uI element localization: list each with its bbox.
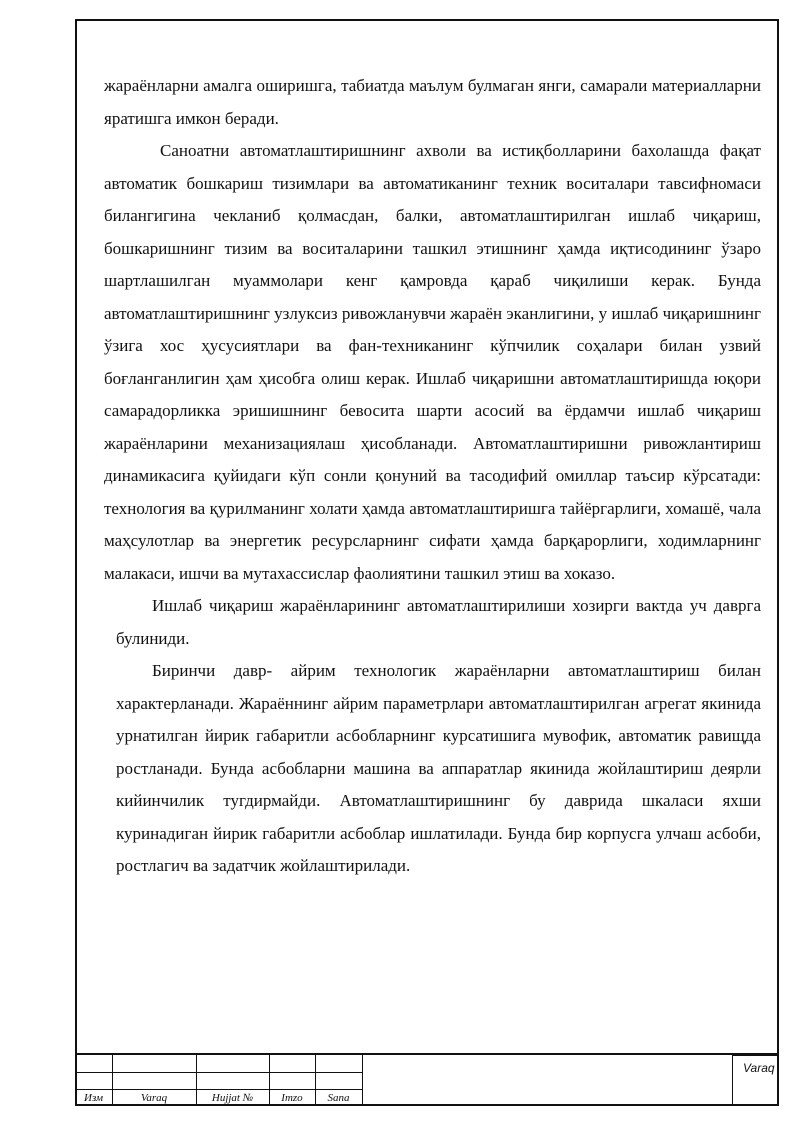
label-hujjat: Hujjat № — [211, 1092, 254, 1104]
label-varaq: Varaq — [140, 1092, 168, 1104]
title-block-rule — [75, 1089, 363, 1090]
title-block-divider — [732, 1055, 733, 1106]
title-block-rule — [732, 1055, 777, 1056]
label-sheet: Varaq — [743, 1061, 775, 1075]
document-body — [104, 70, 761, 883]
paragraph-3: Ишлаб чиқариш жараёнларининг автоматлаштирилиши хозирги вактда уч даврга булиниди. — [116, 596, 761, 648]
title-block — [75, 1053, 779, 1106]
label-sana: Sana — [327, 1092, 350, 1104]
paragraph-1: жараёнларни амалга оширишга, табиатда маълум булмаган янги, самарали материалларни яратишга имкон беради. — [104, 76, 761, 128]
label-izm: Изм — [84, 1092, 103, 1104]
title-block-rule — [75, 1072, 363, 1073]
paragraph-4: Биринчи давр- айрим технологик жараёнларни автоматлаштириш билан характерланади. Жараённинг айрим параметрлари автоматлаштирилган агрегат якинида урнатилган йирик габаритли асбобларнинг курсатишига мувофик, автоматик равищда ростланади. Бунда асбобларни машина ва аппаратлар якинида жойлаштириш деярли кийинчилик тугдирмайди. Автоматлаштиришнинг бу даврида шкаласи яхши куринадиган йирик габаритли асбоблар ишлатилади. Бунда бир корпусга улчаш асбоби, ростлагич ва задатчик жойлаштирилади. — [116, 661, 761, 875]
label-imzo: Imzo — [281, 1092, 303, 1104]
title-block-divider — [362, 1055, 363, 1106]
paragraph-2: Саноатни автоматлаштиришнинг ахволи ва истиқболларини бахолашда фақат автоматик бошкариш тизимлари ва автоматиканинг техник воситалари тавсифномаси билангигина чекланиб қолмасдан, балки, автоматлаштирилган ишлаб чиқариш, бошкаришнинг тизим ва воситаларини ташкил этишнинг ҳамда иқтисодининг ўзаро шартлашилган муаммолари кенг қамровда қараб чиқилиши керак. Бунда автоматлаштиришнинг узлуксиз ривожланувчи жараён эканлигини, у ишлаб чиқаришнинг ўзига хос ҳусусиятлари ва фан-техниканинг кўпчилик соҳалари билан узвий боғланганлигин ҳам ҳисобга олиш керак. Ишлаб чиқаришни автоматлаштиришда юқори самарадорликка эришишнинг бевосита шарти асосий ва ёрдамчи ишлаб чиқариш жараёнларини механизациялаш ҳисобланади. Автоматлаштиришни ривожлантириш динамикасига қуйидаги кўп сонли қонуний ва тасодифий омиллар таъсир кўрсатади: технология ва қурилманинг холати ҳамда автоматлаштиришга тайёргарлиги, хомашё, чала маҳсулотлар ва энергетик ресурсларнинг сифати ҳамда барқарорлиги, ходимларнинг малакаси, ишчи ва мутахассислар фаолиятини ташкил этиш ва хоказо. — [104, 141, 761, 583]
